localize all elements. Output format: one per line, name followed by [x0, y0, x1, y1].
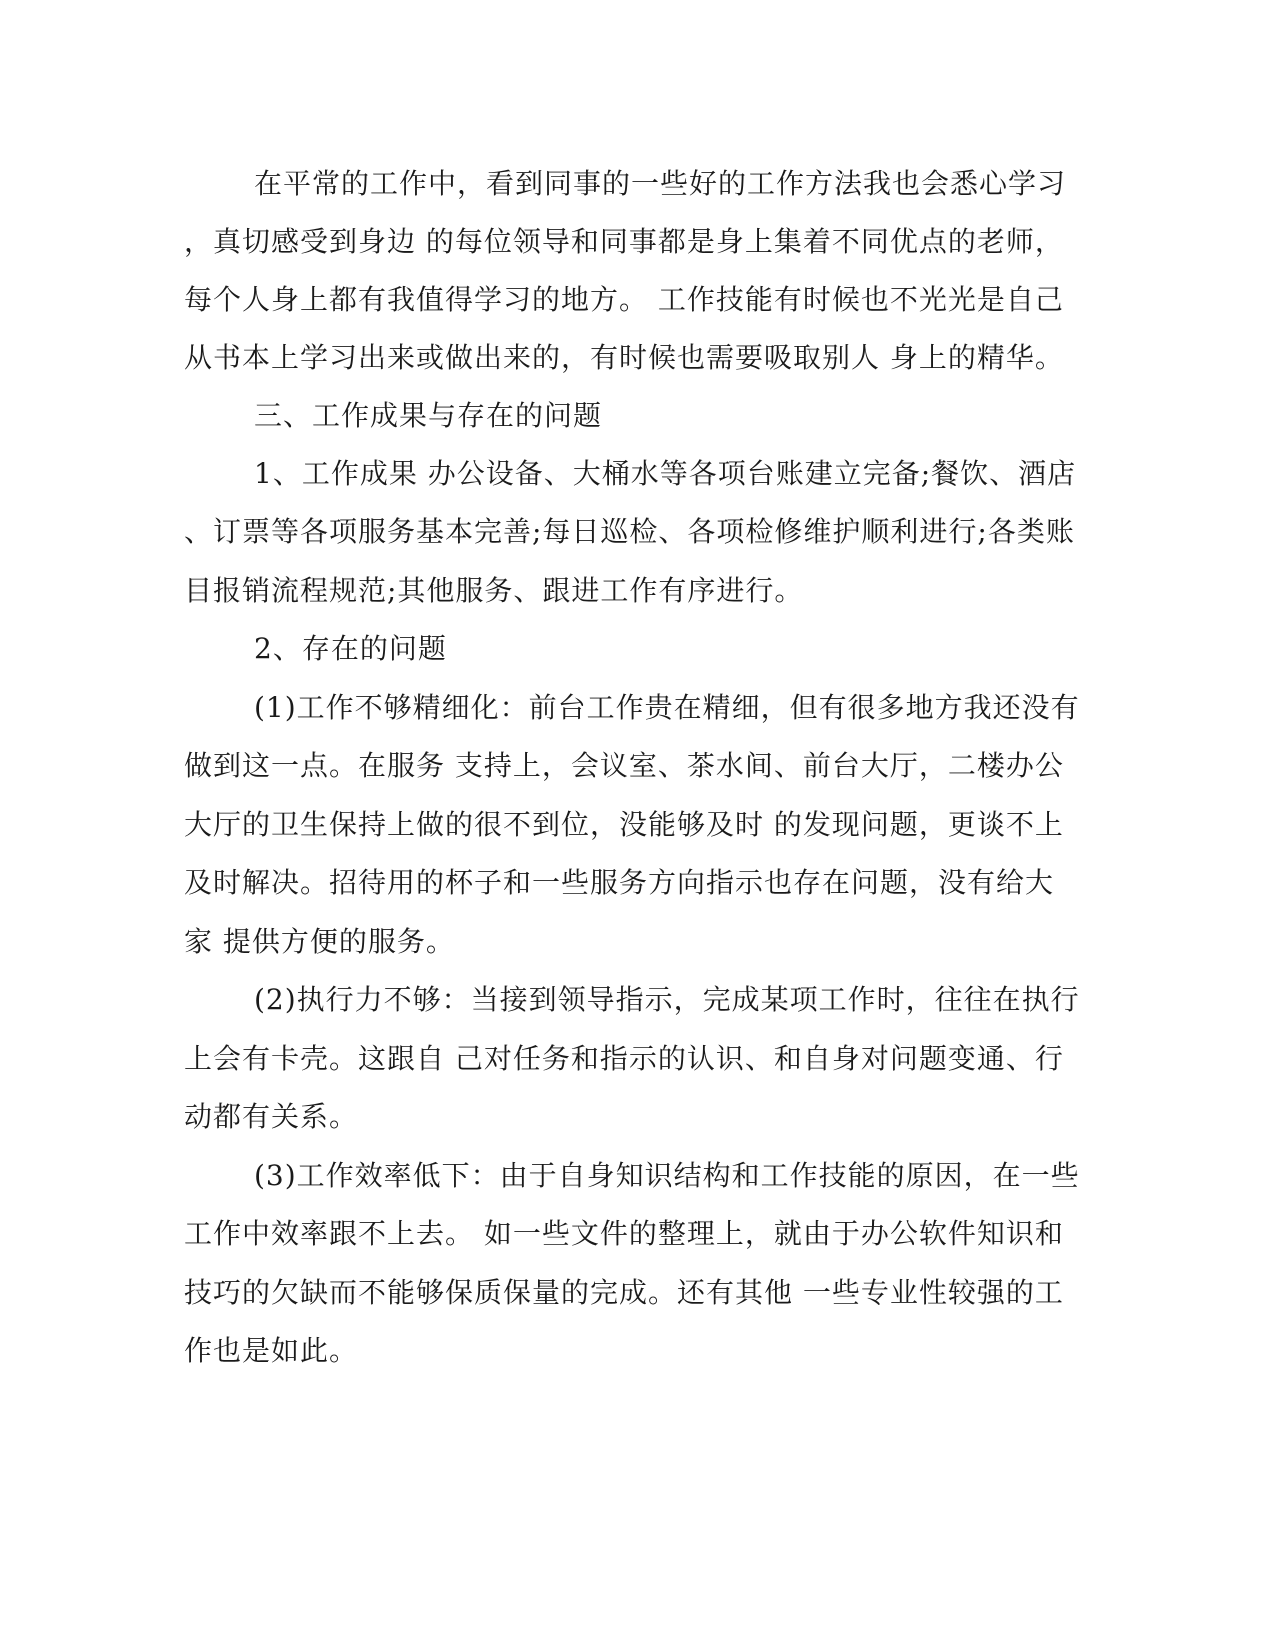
paragraph-line: 、订票等各项服务基本完善;每日巡检、各项检修维护顺利进行;各类账: [184, 515, 1075, 548]
paragraph-line: ，真切感受到身边 的每位领导和同事都是身上集着不同优点的老师，: [184, 225, 1064, 258]
paragraph-line: 从书本上学习出来或做出来的，有时候也需要吸取别人 身上的精华。: [184, 341, 1064, 374]
paragraph-line: 每个人身上都有我值得学习的地方。 工作技能有时候也不光光是自己: [184, 283, 1064, 316]
paragraph-line: (2)执行力不够：当接到领导指示，完成某项工作时，往往在执行: [254, 983, 1080, 1016]
paragraph-line: 大厅的卫生保持上做的很不到位，没能够及时 的发现问题，更谈不上: [184, 808, 1064, 841]
paragraph-line: 目报销流程规范;其他服务、跟进工作有序进行。: [184, 574, 804, 607]
paragraph-line: 工作中效率跟不上去。 如一些文件的整理上，就由于办公软件知识和: [184, 1217, 1064, 1250]
paragraph-line: 技巧的欠缺而不能够保质保量的完成。还有其他 一些专业性较强的工: [184, 1276, 1064, 1309]
subsection-heading: 2、存在的问题: [254, 632, 447, 665]
paragraph-line: 作也是如此。: [184, 1334, 359, 1367]
paragraph-line: 做到这一点。在服务 支持上，会议室、茶水间、前台大厅，二楼办公: [184, 749, 1064, 782]
paragraph-line: 1、工作成果 办公设备、大桶水等各项台账建立完备;餐饮、酒店: [254, 457, 1077, 490]
paragraph-line: (3)工作效率低下：由于自身知识结构和工作技能的原因，在一些: [254, 1159, 1080, 1192]
paragraph-line: 家 提供方便的服务。: [184, 925, 455, 958]
paragraph-line: 上会有卡壳。这跟自 己对任务和指示的认识、和自身对问题变通、行: [184, 1042, 1064, 1075]
paragraph-line: (1)工作不够精细化：前台工作贵在精细，但有很多地方我还没有: [254, 691, 1080, 724]
section-heading: 三、工作成果与存在的问题: [254, 399, 603, 432]
paragraph-line: 在平常的工作中，看到同事的一些好的工作方法我也会悉心学习: [254, 167, 1067, 200]
paragraph-line: 动都有关系。: [184, 1100, 359, 1133]
paragraph-line: 及时解决。招待用的杯子和一些服务方向指示也存在问题，没有给大: [184, 866, 1055, 899]
